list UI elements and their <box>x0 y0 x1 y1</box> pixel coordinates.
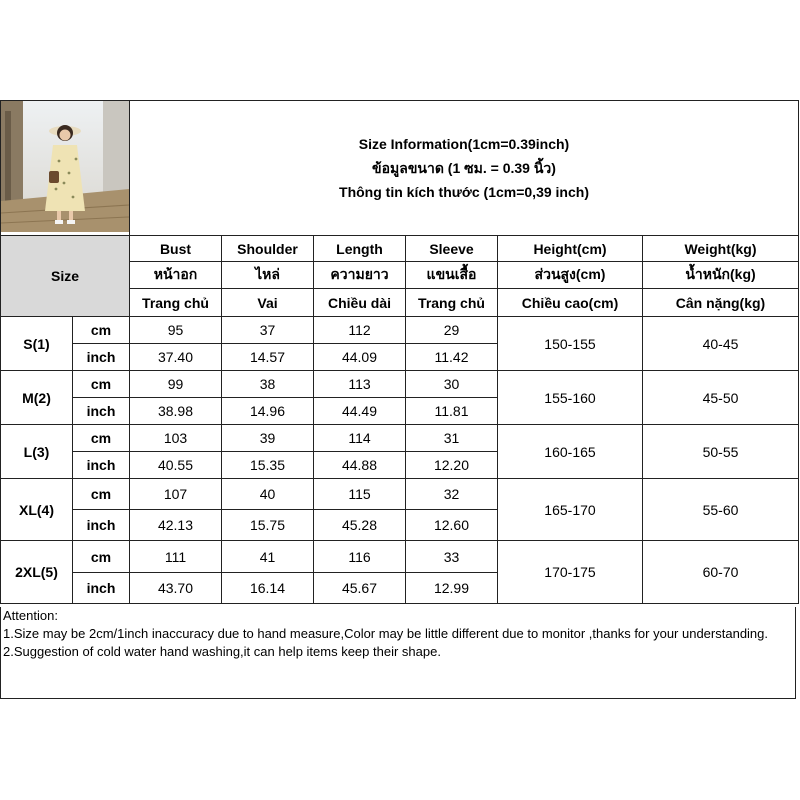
table-cell: 14.57 <box>222 344 314 371</box>
table-cell: 40.55 <box>130 452 222 479</box>
title-english: Size Information(1cm=0.39inch) <box>358 136 570 152</box>
height-range: 160-165 <box>498 425 643 479</box>
table-cell: 12.99 <box>406 573 498 604</box>
unit-inch: inch <box>73 398 130 425</box>
table-cell: 32 <box>406 479 498 510</box>
weight-range: 60-70 <box>643 541 799 604</box>
col-height-th: ส่วนสูง(cm) <box>498 262 643 289</box>
col-sleeve-th: แขนเสื้อ <box>406 262 498 289</box>
col-length-en: Length <box>314 236 406 262</box>
col-bust-th: หน้าอก <box>130 262 222 289</box>
table-cell: 113 <box>314 371 406 398</box>
table-cell: 40 <box>222 479 314 510</box>
table-cell: 38 <box>222 371 314 398</box>
product-photo <box>1 101 130 236</box>
table-cell: 99 <box>130 371 222 398</box>
table-cell: 12.60 <box>406 510 498 541</box>
table-cell: 43.70 <box>130 573 222 604</box>
attention-notes <box>0 607 796 699</box>
table-cell: 115 <box>314 479 406 510</box>
col-shoulder-en: Shoulder <box>222 236 314 262</box>
weight-range: 40-45 <box>643 317 799 371</box>
col-shoulder-th: ไหล่ <box>222 262 314 289</box>
size-column-header: Size <box>1 236 130 317</box>
attention-heading: Attention: <box>3 608 58 623</box>
table-cell: 12.20 <box>406 452 498 479</box>
model-photo-illustration <box>1 101 129 232</box>
col-bust-vi: Trang chủ <box>130 289 222 317</box>
size-table <box>0 100 799 604</box>
height-range: 170-175 <box>498 541 643 604</box>
col-length-vi: Chiều dài <box>314 289 406 317</box>
unit-cm: cm <box>73 371 130 398</box>
table-cell: 38.98 <box>130 398 222 425</box>
table-cell: 44.49 <box>314 398 406 425</box>
col-shoulder-vi: Vai <box>222 289 314 317</box>
weight-range: 55-60 <box>643 479 799 541</box>
table-cell: 11.81 <box>406 398 498 425</box>
unit-cm: cm <box>73 479 130 510</box>
size-label: XL(4) <box>1 479 73 541</box>
table-cell: 95 <box>130 317 222 344</box>
title-vietnamese: Thông tin kích thước (1cm=0,39 inch) <box>339 184 589 200</box>
height-range: 155-160 <box>498 371 643 425</box>
height-range: 165-170 <box>498 479 643 541</box>
table-cell: 44.09 <box>314 344 406 371</box>
table-cell: 44.88 <box>314 452 406 479</box>
table-cell: 39 <box>222 425 314 452</box>
table-cell: 33 <box>406 541 498 573</box>
size-label: 2XL(5) <box>1 541 73 604</box>
col-bust-en: Bust <box>130 236 222 262</box>
unit-inch: inch <box>73 344 130 371</box>
table-cell: 42.13 <box>130 510 222 541</box>
table-cell: 45.67 <box>314 573 406 604</box>
col-height-vi: Chiều cao(cm) <box>498 289 643 317</box>
table-cell: 14.96 <box>222 398 314 425</box>
col-sleeve-en: Sleeve <box>406 236 498 262</box>
unit-cm: cm <box>73 317 130 344</box>
table-cell: 15.75 <box>222 510 314 541</box>
weight-range: 50-55 <box>643 425 799 479</box>
table-cell: 116 <box>314 541 406 573</box>
table-cell: 31 <box>406 425 498 452</box>
table-cell: 107 <box>130 479 222 510</box>
height-range: 150-155 <box>498 317 643 371</box>
attention-note-2: 2.Suggestion of cold water hand washing,it can help items keep their shape. <box>3 644 441 659</box>
col-sleeve-vi: Trang chủ <box>406 289 498 317</box>
table-cell: 37 <box>222 317 314 344</box>
col-weight-vi: Cân nặng(kg) <box>643 289 799 317</box>
table-cell: 16.14 <box>222 573 314 604</box>
unit-cm: cm <box>73 541 130 573</box>
col-length-th: ความยาว <box>314 262 406 289</box>
weight-range: 45-50 <box>643 371 799 425</box>
table-cell: 30 <box>406 371 498 398</box>
table-cell: 37.40 <box>130 344 222 371</box>
unit-inch: inch <box>73 452 130 479</box>
size-info-header <box>130 101 799 236</box>
table-cell: 111 <box>130 541 222 573</box>
table-cell: 114 <box>314 425 406 452</box>
col-weight-en: Weight(kg) <box>643 236 799 262</box>
table-cell: 45.28 <box>314 510 406 541</box>
size-label: L(3) <box>1 425 73 479</box>
col-height-en: Height(cm) <box>498 236 643 262</box>
table-cell: 103 <box>130 425 222 452</box>
col-weight-th: น้ำหนัก(kg) <box>643 262 799 289</box>
title-thai: ข้อมูลขนาด (1 ซม. = 0.39 นิ้ว) <box>372 160 556 176</box>
size-label: S(1) <box>1 317 73 371</box>
table-cell: 11.42 <box>406 344 498 371</box>
size-label: M(2) <box>1 371 73 425</box>
attention-note-1: 1.Size may be 2cm/1inch inaccuracy due to hand measure,Color may be little different due to monitor ,thanks for your understanding. <box>3 626 769 641</box>
table-cell: 112 <box>314 317 406 344</box>
unit-cm: cm <box>73 425 130 452</box>
unit-inch: inch <box>73 573 130 604</box>
table-cell: 29 <box>406 317 498 344</box>
unit-inch: inch <box>73 510 130 541</box>
table-cell: 15.35 <box>222 452 314 479</box>
table-cell: 41 <box>222 541 314 573</box>
